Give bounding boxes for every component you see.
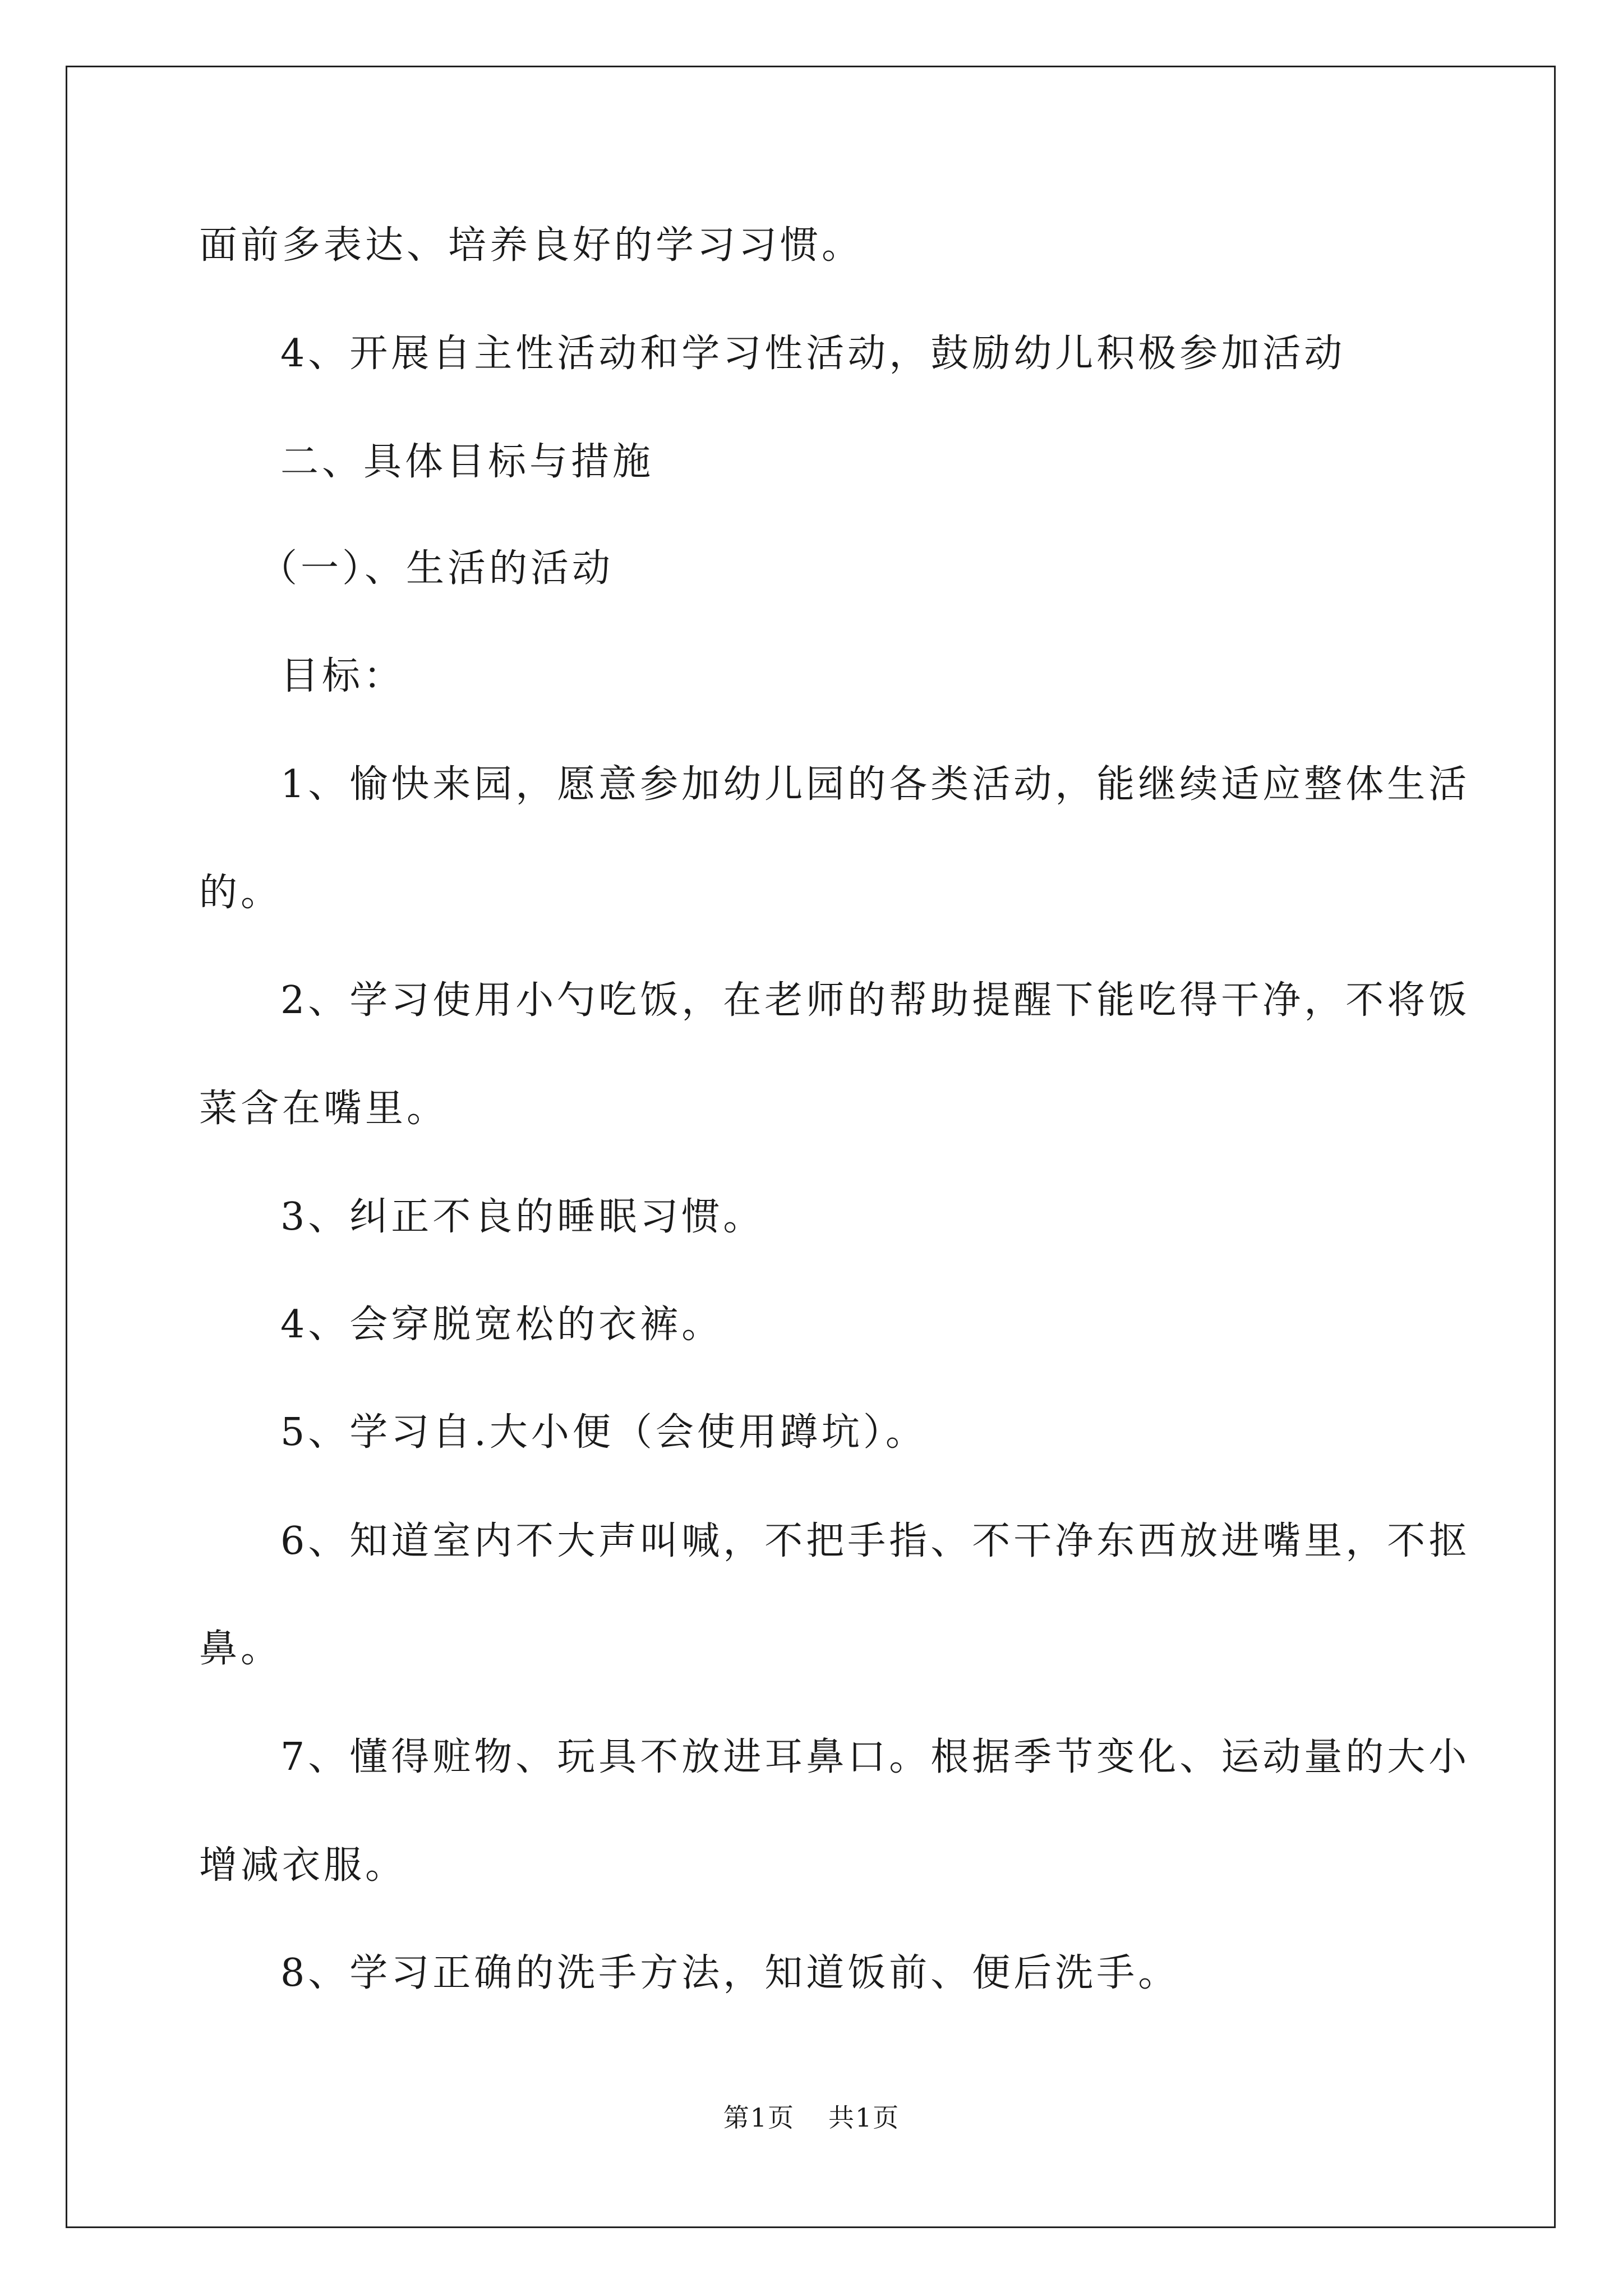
list-item-continuation: 增减衣服。 xyxy=(199,1843,407,1888)
text-line: 4、开展自主性活动和学习性活动，鼓励幼儿积极参加活动 xyxy=(280,332,1346,376)
label-goals: 目标： xyxy=(280,654,405,698)
list-item: 7、懂得赃物、玩具不放进耳鼻口。根据季节变化、运动量的大小 xyxy=(280,1735,1470,1779)
text-line: 面前多表达、培养良好的学习习惯。 xyxy=(199,223,864,268)
page-total: 共1页 xyxy=(828,2102,900,2133)
subsection-heading: （一）、生活的活动 xyxy=(259,546,614,591)
list-item: 2、学习使用小勺吃饭，在老师的帮助提醒下能吃得干净，不将饭 xyxy=(280,978,1470,1023)
list-item: 4、会穿脱宽松的衣裤。 xyxy=(280,1303,723,1347)
page-footer xyxy=(0,2101,1623,2134)
list-item: 3、纠正不良的睡眠习惯。 xyxy=(280,1195,765,1239)
list-item-continuation: 菜含在嘴里。 xyxy=(199,1087,449,1131)
list-item: 1、愉快来园，愿意参加幼儿园的各类活动，能继续适应整体生活 xyxy=(280,762,1470,807)
page-number: 第1页 xyxy=(723,2102,795,2133)
section-heading: 二、具体目标与措施 xyxy=(280,440,654,484)
list-item: 8、学习正确的洗手方法，知道饭前、便后洗手。 xyxy=(280,1951,1180,1995)
list-item: 5、学习自.大小便（会使用蹲坑）。 xyxy=(280,1410,927,1455)
page-border xyxy=(66,66,1556,2228)
list-item-continuation: 鼻。 xyxy=(199,1627,283,1671)
list-item-continuation: 的。 xyxy=(199,871,283,915)
list-item: 6、知道室内不大声叫喊，不把手指、不干净东西放进嘴里，不抠 xyxy=(280,1519,1470,1563)
